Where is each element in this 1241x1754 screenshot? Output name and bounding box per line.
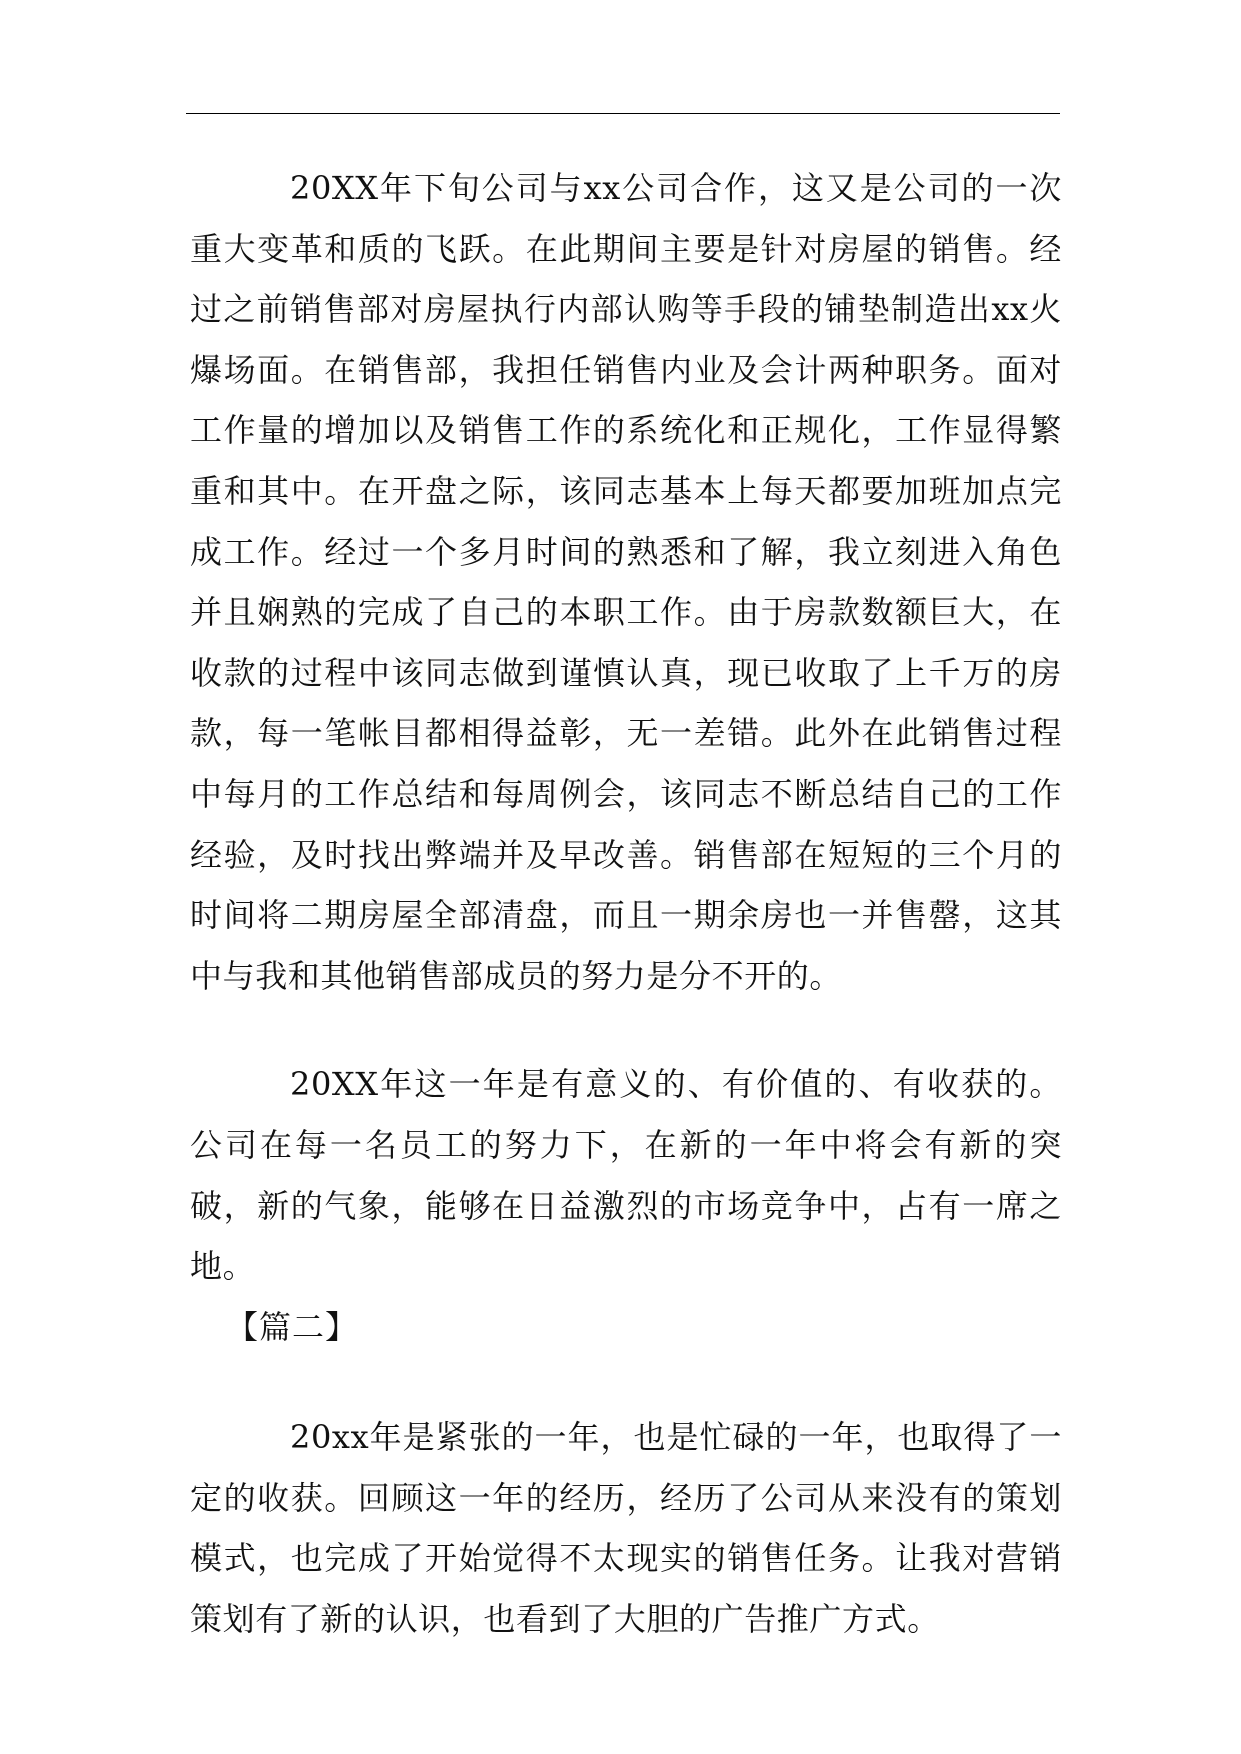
header-rule bbox=[186, 113, 1060, 114]
paragraph: 20xx年是紧张的一年，也是忙碌的一年，也取得了一定的收获。回顾这一年的经历，经历了公司从来没有的策划模式，也完成了开始觉得不太现实的销售任务。让我对营销策划有了新的认识，也看到了大胆的广告推广方式。 bbox=[190, 1418, 1062, 1639]
section-heading: 【篇二】 bbox=[226, 1307, 359, 1346]
paragraph: 20XX年下旬公司与xx公司合作，这又是公司的一次重大变革和质的飞跃。在此期间主要是针对房屋的销售。经过之前销售部对房屋执行内部认购等手段的铺垫制造出xx火爆场面。在销售部，我担任销售内业及会计两种职务。面对工作量的增加以及销售工作的系统化和正规化，工作显得繁重和其中。在开盘之际，该同志基本上每天都要加班加点完成工作。经过一个多月时间的熟悉和了解，我立刻进入角色并且娴熟的完成了自己的本职工作。由于房款数额巨大，在收款的过程中该同志做到谨慎认真，现已收取了上千万的房款，每一笔帐目都相得益彰，无一差错。此外在此销售过程中每月的工作总结和每周例会，该同志不断总结自己的工作经验，及时找出弊端并及早改善。销售部在短短的三个月的时间将二期房屋全部清盘，而且一期余房也一并售罄，这其中与我和其他销售部成员的努力是分不开的。 bbox=[190, 169, 1062, 995]
document-body bbox=[190, 158, 1062, 1650]
paragraph: 20XX年这一年是有意义的、有价值的、有收获的。公司在每一名员工的努力下，在新的一年中将会有新的突破，新的气象，能够在日益激烈的市场竞争中，占有一席之地。 bbox=[190, 1065, 1062, 1286]
